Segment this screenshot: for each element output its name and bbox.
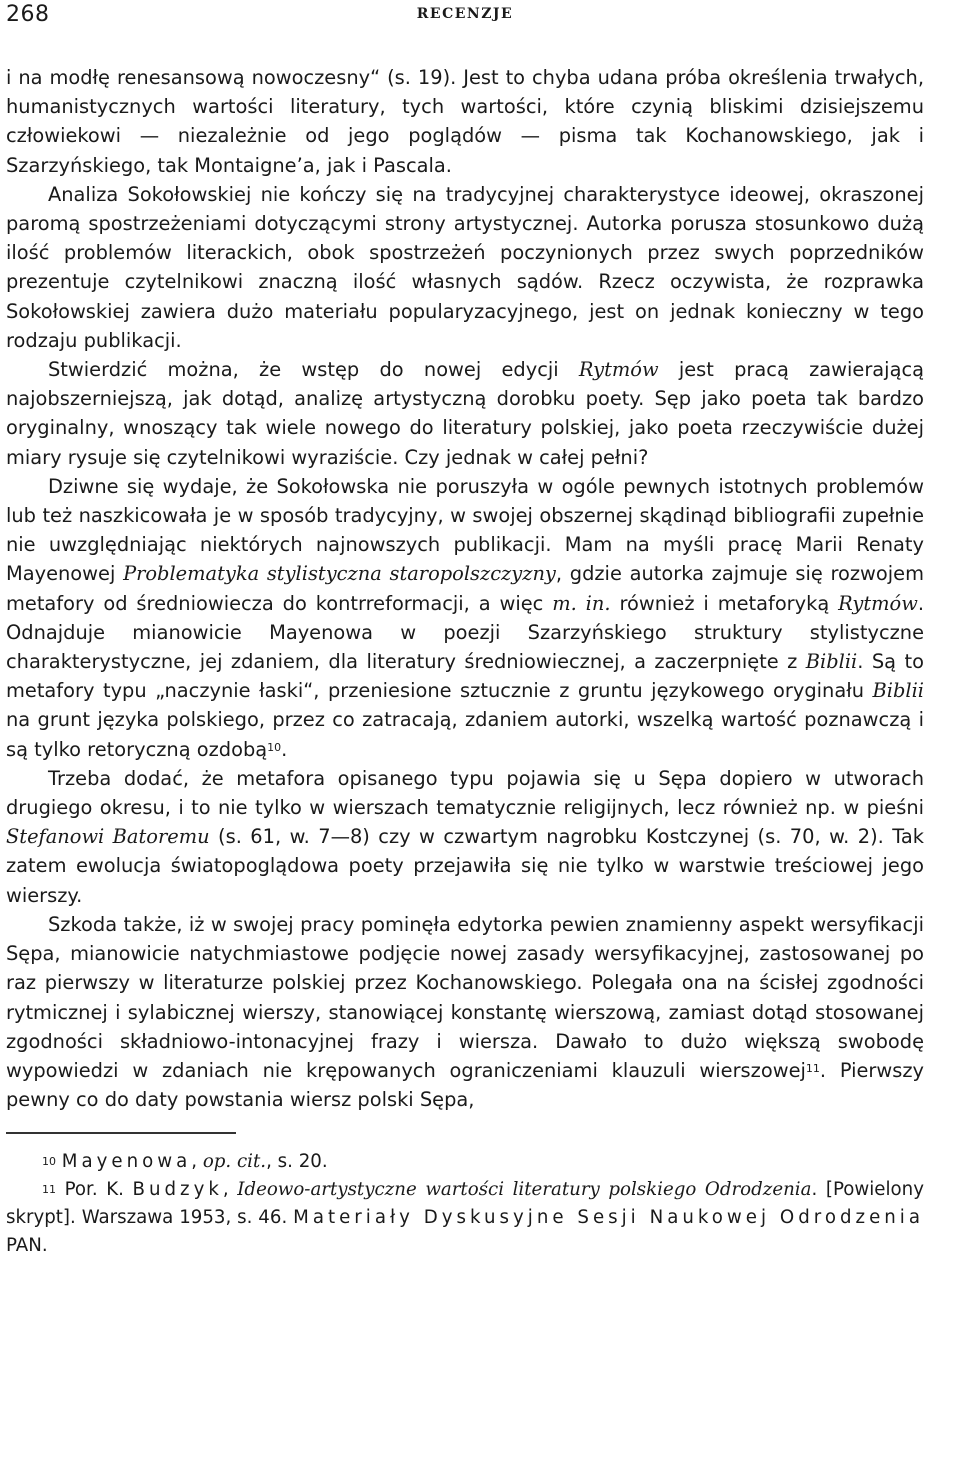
paragraph-5 [6,764,924,910]
footnote-number-11: 11 [42,1183,56,1197]
footnote-11-text-a: Por. K. [64,1179,133,1201]
footnote-11-text-b: , [222,1179,238,1201]
paragraph-1: i na modłę renesansową nowoczesny“ (s. 19). Jest to chyba udana próba określenia trwałych, humanistycznych wartości literatury, tych wartości, które czynią bliskimi dzisiejszemu człowiekowi — niezależnie od jego poglądów — pisma tak Kochanowskiego, jak i Szarzyńskiego, tak Montaigne’a, jak i Pascala. [6,66,924,177]
footnote-11-text-d: PAN. [6,1235,48,1257]
page-number: 268 [6,2,50,27]
footnote-number-10: 10 [42,1155,56,1169]
footnote-10-text-c: , s. 20. [266,1151,328,1173]
book-page [6,0,924,1260]
paragraph-4-text-l: . [281,737,288,761]
abbrev-m-in: m. in. [552,591,611,615]
paragraph-6-text-a: Szkoda także, iż w swojej pracy pominęła edytorka pewien znamienny aspekt wersyfikacji Sępa, mianowicie natychmiastowe podjęcie nowej zasady wersyfikacyjnej, zastosowanej po raz pierwszy w literaturze polskiej przez Kochanowskiego. Polegała ona na ścisłej zgodności rytmicznej i sylabicznej wierszy, stanowiącej konstantę wierszową, zamiast dotąd stosowanej zgodności składniowo-intonacyjnej frazy i wiersza. Dawało to dużo większą swobodę wypowiedzi w zdaniach nie krępowanych ograniczeniami klauzuli wierszowej [6,912,924,1082]
footnote-11-title: Ideowo-artystyczne wartości literatury polskiego Odrodzenia [237,1179,812,1201]
paragraph-4-text-g: . Odnajduje mianowicie Mayenowa w poezji Szarzyńskiego struktury stylistyczne charakterystyczne, jej zdaniem, dla literatury średniowiecznej, a zaczerpnięte z [6,591,924,674]
paragraph-6 [6,910,924,1114]
footnote-10 [6,1148,924,1176]
paragraph-4-text-c: , gdzie autorka zajmuje się rozwojem metafory od średniowiecza do kontrreformacji, a więc [6,562,924,615]
title-problematyka: Problematyka stylistyczna staropolszczyzny [123,562,556,586]
title-biblii: Biblii [805,650,858,674]
title-biblii-2: Biblii [872,679,924,703]
footnotes [6,1148,924,1260]
paragraph-4-text-i: . Są to metafory typu „naczynie łaski“, przeniesione sztucznie z gruntu językowego oryginału [6,650,924,703]
paragraph-4 [6,472,924,764]
paragraph-6-text-b: . Pierwszy pewny co do daty powstania wiersz polski Sępa, [6,1058,924,1112]
paragraph-3 [6,355,924,472]
title-rytmow: Rytmów [578,358,659,382]
paragraph-5-text-c: (s. 61, w. 7—8) czy w czwartym nagrobku Kostczynej (s. 70, w. 2). Tak zatem ewolucja światopoglądowa poety przejawiła się nie tylko w warstwie treściowej jego wierszy. [6,825,925,907]
paragraph-5-text-a: Trzeba dodać, że metafora opisanego typu pojawia się u Sępa dopiero w utworach drugiego okresu, i to nie tylko w wierszach tematycznie religijnych, lecz również np. w pieśni [6,766,924,820]
footnote-11-series: Materiały Dyskusyjne Sesji Naukowej Odrodzenia [293,1207,924,1229]
footnote-10-text-a: , [191,1151,203,1173]
review-body [6,63,924,1114]
footnote-11-author: Budzyk [132,1179,223,1201]
title-stefanowi-batoremu: Stefanowi Batoremu [6,825,210,849]
paragraph-4-text-e: również i metaforyką [610,591,839,615]
paragraph-4-text-k: na grunt języka polskiego, przez co zatracają, zdaniem autorki, wszelką wartość poznawczą i są tylko retoryczną ozdobą [6,708,924,761]
footnote-ref-10[interactable]: 10 [267,740,282,754]
paragraph-2: Analiza Sokołowskiej nie kończy się na tradycyjnej charakterystyce ideowej, okraszonej paromą spostrzeżeniami dotyczącymi strony artystycznej. Autorka porusza stosunkowo dużą ilość problemów literackich, obok spostrzeżeń poczynionych przez swych poprzedników prezentuje czytelnikowi znaczną ilość własnych sądów. Rzecz oczywista, że rozprawka Sokołowskiej zawiera dużo materiału popularyzacyjnego, jest on jednak konieczny w tego rodzaju publikacji. [6,182,924,352]
running-head: RECENZJE [416,6,514,22]
footnote-10-op-cit: op. cit. [202,1151,267,1173]
title-rytmow-2: Rytmów [838,591,918,615]
paragraph-4-text-a: Dziwne się wydaje, że Sokołowska nie poruszyła w ogóle pewnych istotnych problemów lub też naszkicowała je w sposób tradycyjny, w swojej obszernej skądinąd bibliografii zupełnie nie uwzględniając niektórych najnowszych publikacji. Mam na myśli pracę Marii Renaty Mayenowej [6,474,924,586]
footnote-11 [6,1176,924,1260]
paragraph-3-text-a: Stwierdzić można, że wstęp do nowej edycji [48,358,579,382]
page-header [6,2,924,32]
footnote-10-author: Mayenowa [61,1151,192,1173]
paragraph-3-text-c: jest pracą zawierającą najobszerniejszą, jak dotąd, analizę artystyczną dorobku poety. Sęp jako poeta tak bardzo oryginalny, wnoszący tak wiele nowego do literatury polskiej, jako poeta rzeczywiście dużej miary rysuje się czytelnikowi wyraziście. Czy jednak w całej pełni? [6,358,924,469]
footnote-divider [6,1132,236,1134]
footnote-11-text-c: . [Powielony skrypt]. Warszawa 1953, s. 46. [6,1179,924,1229]
footnote-ref-11[interactable]: 11 [805,1061,820,1075]
